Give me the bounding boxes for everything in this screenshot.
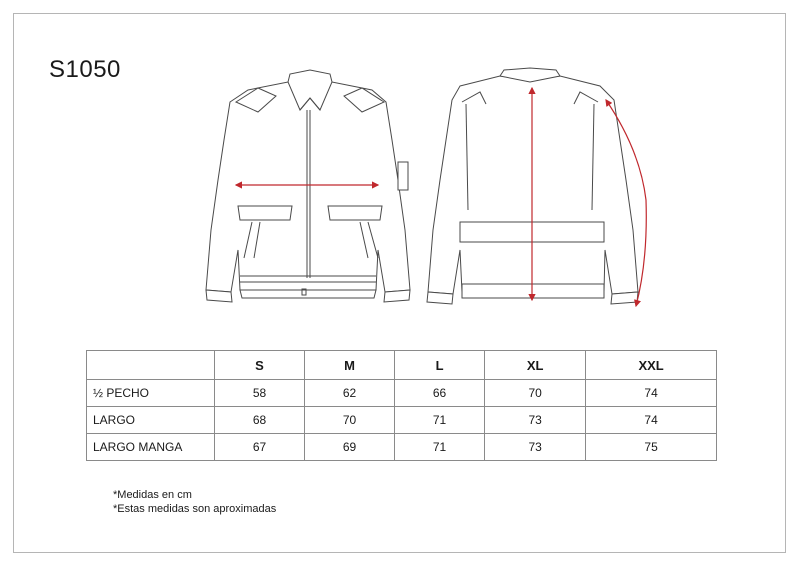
note-approximate: *Estas medidas son aproximadas	[113, 503, 277, 515]
size-table	[86, 350, 717, 461]
table-cell: 73	[485, 407, 586, 434]
size-header-row	[87, 351, 717, 380]
table-cell: 71	[395, 434, 485, 461]
table-cell: 70	[485, 380, 586, 407]
table-cell: 75	[586, 434, 717, 461]
product-code: S1050	[49, 56, 121, 83]
table-cell: 66	[395, 380, 485, 407]
table-cell: 74	[586, 380, 717, 407]
header-size-m: M	[305, 351, 395, 380]
table-cell: 70	[305, 407, 395, 434]
table-cell: 68	[215, 407, 305, 434]
table-cell: 71	[395, 407, 485, 434]
table-cell: 69	[305, 434, 395, 461]
measurement-notes	[113, 488, 276, 516]
header-blank	[87, 351, 215, 380]
row-label: LARGO MANGA	[87, 434, 215, 461]
table-row	[87, 407, 717, 434]
table-row	[87, 380, 717, 407]
table-cell: 74	[586, 407, 717, 434]
table-cell: 73	[485, 434, 586, 461]
jacket-drawings	[195, 60, 665, 320]
header-size-s: S	[215, 351, 305, 380]
header-size-l: L	[395, 351, 485, 380]
row-label: LARGO	[87, 407, 215, 434]
note-units: *Medidas en cm	[113, 489, 192, 501]
header-size-xxl: XXL	[586, 351, 717, 380]
table-cell: 58	[215, 380, 305, 407]
table-cell: 67	[215, 434, 305, 461]
row-label: ½ PECHO	[87, 380, 215, 407]
table-row	[87, 434, 717, 461]
table-cell: 62	[305, 380, 395, 407]
header-size-xl: XL	[485, 351, 586, 380]
jacket-front-drawing	[206, 70, 410, 302]
